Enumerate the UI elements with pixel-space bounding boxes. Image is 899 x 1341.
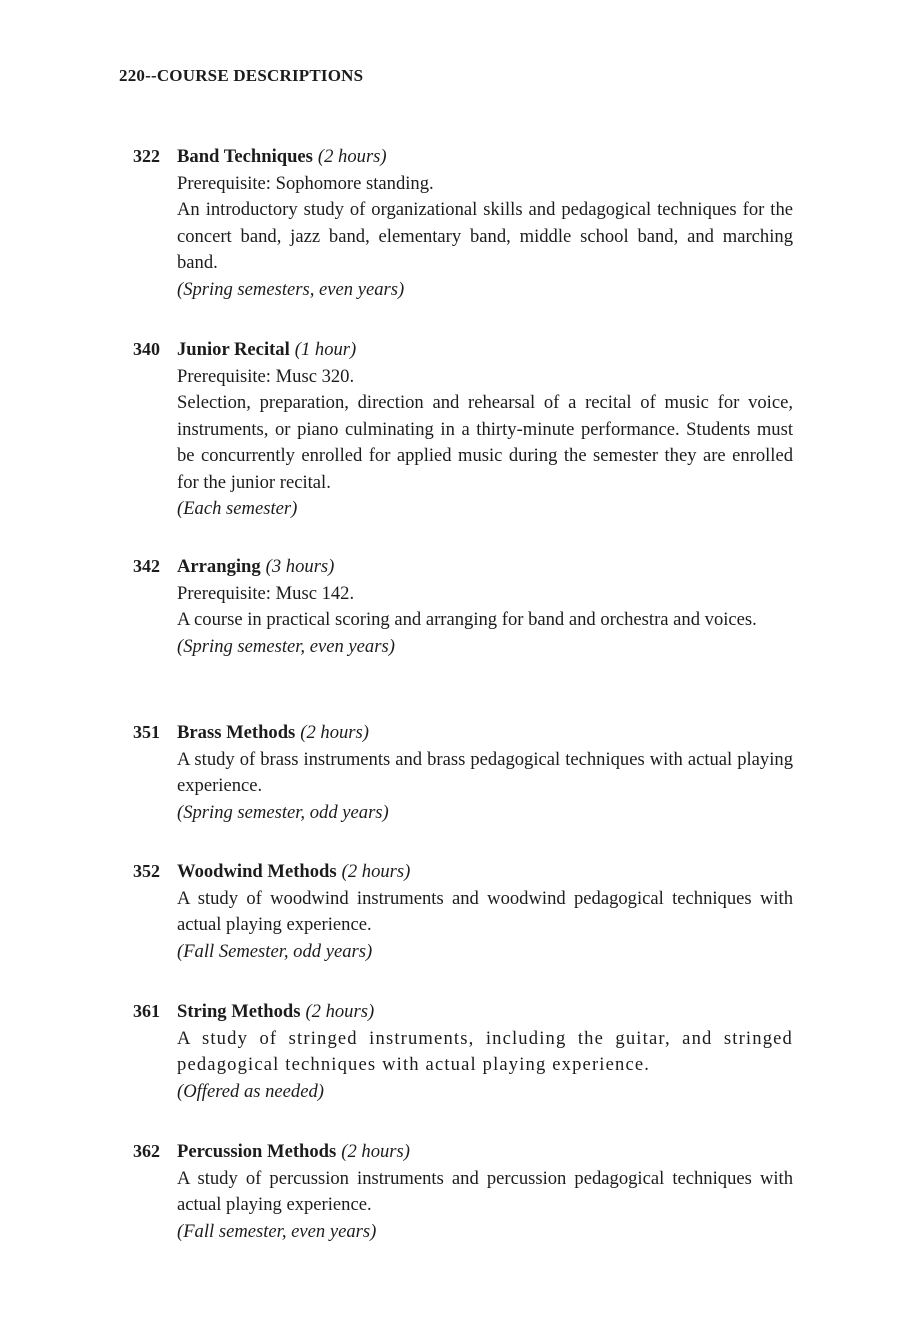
course-body [177,364,793,523]
course-heading [133,1138,793,1166]
course-prerequisite: Prerequisite: Musc 320. [177,365,355,387]
course-heading [133,998,793,1026]
course-hours: (2 hours) [317,146,387,167]
course-entry [133,336,793,523]
course-heading [133,858,793,886]
course-number: 342 [133,556,160,576]
course-description: A course in practical scoring and arranging for band and orchestra and voices. [177,609,757,630]
course-number: 352 [133,861,160,881]
course-entry [133,719,793,826]
course-number: 362 [133,1141,160,1161]
course-description: An introductory study of organizational skills and pedagogical techniques for the concert band, jazz band, elementary band, middle school band, and marching band. [177,199,793,273]
course-offered: (Fall semester, even years) [177,1220,377,1242]
course-prerequisite: Prerequisite: Musc 142. [177,582,355,604]
course-entry [133,998,793,1105]
course-title: Arranging [177,556,261,577]
course-heading [133,719,793,747]
course-title: Brass Methods [177,722,296,743]
course-title: Band Techniques [177,146,313,167]
course-title: Percussion Methods [177,1141,337,1162]
course-description: A study of percussion instruments and percussion pedagogical techniques with actual playing experience. [177,1167,793,1215]
course-body [177,171,793,304]
course-offered: (Fall Semester, odd years) [177,940,373,962]
course-number: 340 [133,339,160,359]
course-hours: (3 hours) [265,556,335,577]
course-body [177,581,793,661]
course-prerequisite: Prerequisite: Sophomore standing. [177,172,434,194]
course-body [177,747,793,827]
course-number: 322 [133,146,160,166]
course-heading [133,143,793,171]
course-description: A study of brass instruments and brass pedagogical techniques with actual playing experience. [177,748,793,796]
course-offered: (Spring semester, even years) [177,635,395,657]
course-body [177,886,793,966]
course-number: 351 [133,722,160,742]
course-title: Woodwind Methods [177,861,337,882]
course-offered: (Each semester) [177,498,298,519]
course-entry [133,143,793,303]
course-description: A study of woodwind instruments and woodwind pedagogical techniques with actual playing experience. [177,887,793,935]
course-offered: (Offered as needed) [177,1080,324,1102]
course-hours: (2 hours) [341,1141,410,1162]
course-title: Junior Recital [177,339,290,360]
course-hours: (2 hours) [300,722,369,743]
course-description: A study of stringed instruments, including the guitar, and stringed pedagogical techniques with actual playing experience. [177,1027,793,1075]
course-number: 361 [133,1001,160,1021]
course-hours: (1 hour) [294,339,357,360]
course-offered: (Spring semester, odd years) [177,801,389,823]
course-entry [133,1138,793,1245]
course-body [177,1026,793,1106]
course-entry [133,858,793,965]
course-description: Selection, preparation, direction and rehearsal of a recital of music for voice, instruments, or piano culminating in a thirty-minute performance. Students must be concurrently enrolled for applied music during the semester they are enrolled for the junior recital. [177,392,793,493]
course-entry [133,553,793,660]
page-header: 220--COURSE DESCRIPTIONS [119,66,364,85]
course-hours: (2 hours) [305,1001,375,1022]
course-offered: (Spring semesters, even years) [177,278,405,300]
course-heading [133,336,793,364]
course-hours: (2 hours) [341,861,411,882]
course-title: String Methods [177,1001,301,1022]
course-heading [133,553,793,581]
course-body [177,1166,793,1246]
